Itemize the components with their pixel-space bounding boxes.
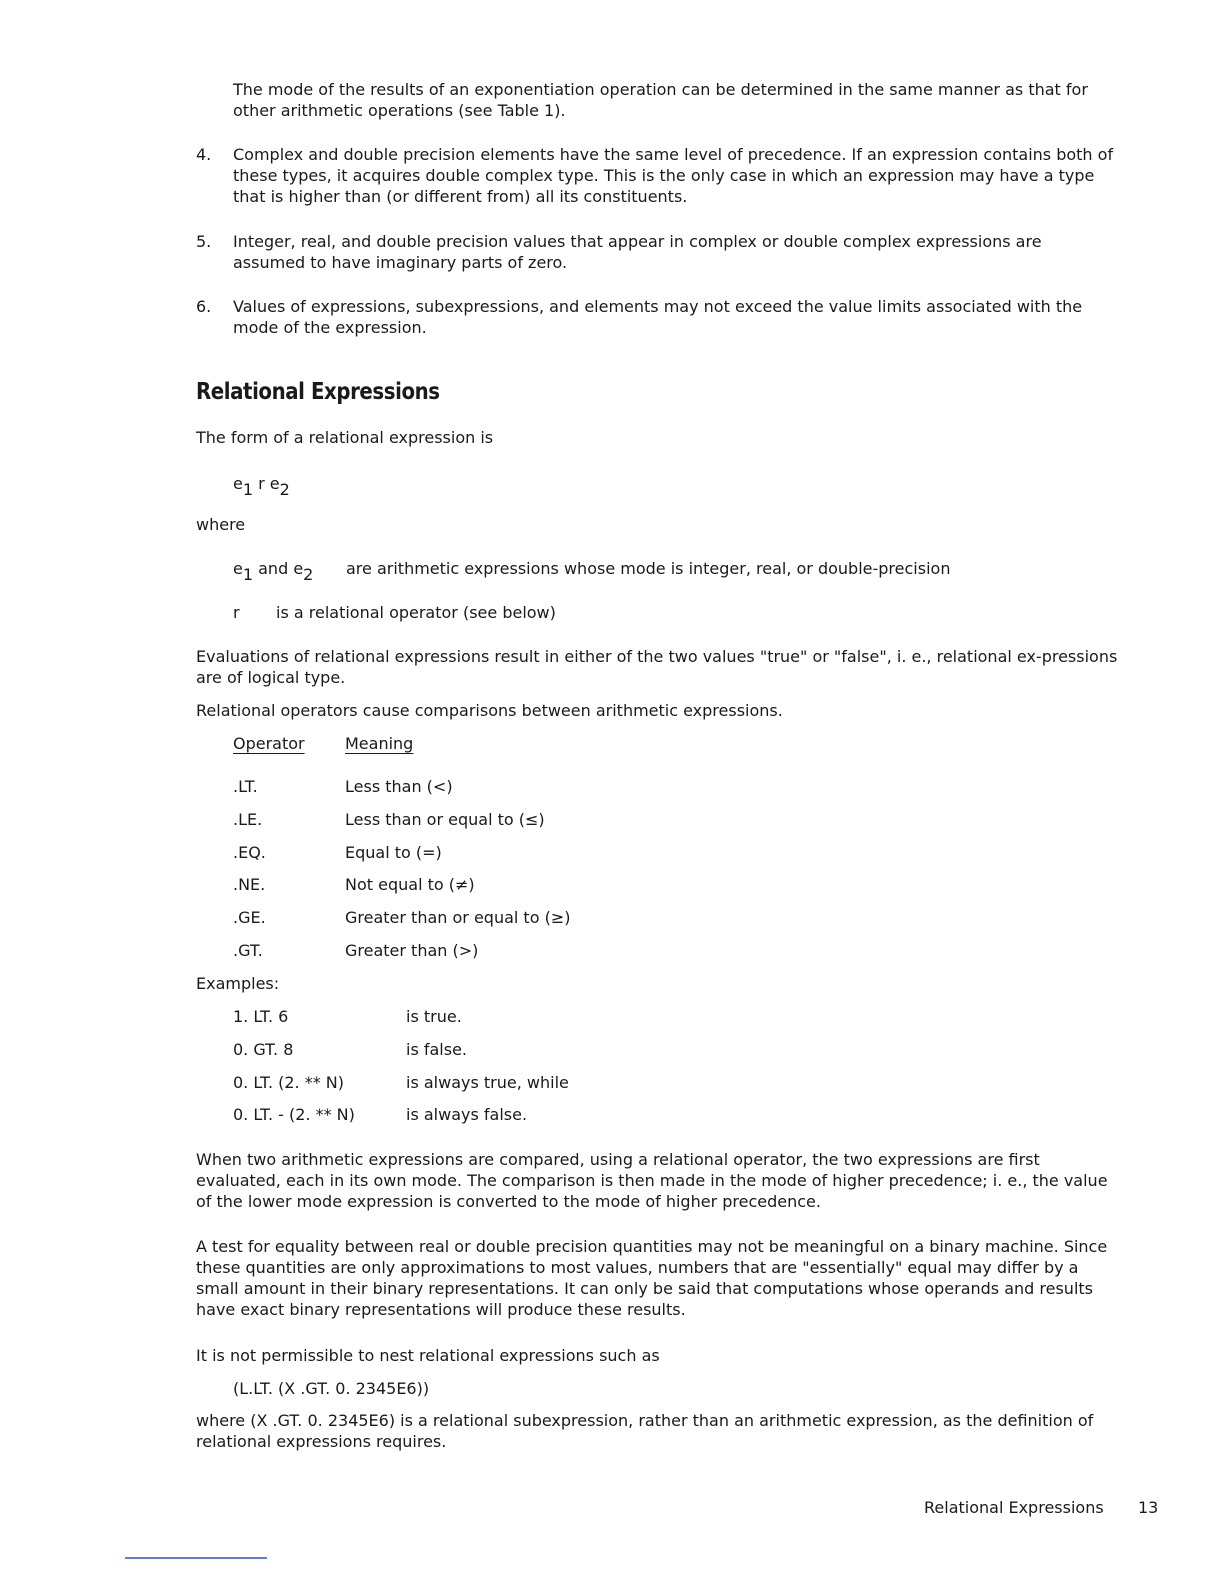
definition-text-e: are arithmetic expressions whose mode is integer, real, or double-precision xyxy=(346,559,951,578)
item-text: Values of expressions, subexpressions, and elements may not exceed the value limits associated with the mode of the expression. xyxy=(233,297,1083,337)
item-text: Integer, real, and double precision values that appear in complex or double complex expressions are assumed to have imaginary parts of zero. xyxy=(233,232,1042,272)
meaning-ne: Not equal to (≠) xyxy=(345,875,475,894)
where-paragraph: where (X .GT. 0. 2345E6) is a relational subexpression, rather than an arithmetic expression, as the definition of relational expressions requires. xyxy=(196,1411,1094,1451)
operator-column-header: Operator xyxy=(233,734,305,753)
bottom-rule xyxy=(125,1557,267,1559)
compare-paragraph: When two arithmetic expressions are compared, using a relational operator, the two expressions are first evaluated, each in its own mode. The comparison is then made in the mode of higher precedence; i. e., the value of the lower mode expression is converted to the mode of higher precedence. xyxy=(196,1150,1108,1211)
operator-ge: .GE. xyxy=(233,908,266,927)
example-result: is always false. xyxy=(406,1105,528,1124)
meaning-eq: Equal to (=) xyxy=(345,843,442,862)
example-expression: 0. LT. - (2. ** N) xyxy=(233,1105,355,1124)
section-heading: Relational Expressions xyxy=(196,379,440,405)
nest-example: (L.LT. (X .GT. 0. 2345E6)) xyxy=(233,1379,430,1398)
meaning-lt: Less than (<) xyxy=(345,777,453,796)
operator-le: .LE. xyxy=(233,810,263,829)
def-e2: e xyxy=(293,559,304,578)
evaluation-paragraph: Evaluations of relational expressions result in either of the two values "true" or "false", i. e., relational ex-pressions are of logical type. xyxy=(196,647,1118,687)
example-expression: 0. LT. (2. ** N) xyxy=(233,1073,344,1092)
example-result: is always true, while xyxy=(406,1073,569,1092)
form-intro: The form of a relational expression is xyxy=(196,428,494,447)
footer-title: Relational Expressions xyxy=(924,1498,1104,1517)
operator-ne: .NE. xyxy=(233,875,266,894)
def-sub-1: 1 xyxy=(242,565,254,584)
form-e1: e xyxy=(233,474,243,493)
item-number: 4. xyxy=(196,145,212,164)
meaning-ge: Greater than or equal to (≥) xyxy=(345,908,571,927)
def-e1: e xyxy=(233,559,243,578)
meaning-le: Less than or equal to (≤) xyxy=(345,810,545,829)
examples-label: Examples: xyxy=(196,974,280,993)
nest-paragraph: It is not permissible to nest relational expressions such as xyxy=(196,1346,660,1365)
meaning-gt: Greater than (>) xyxy=(345,941,479,960)
intro-paragraph: The mode of the results of an exponentiation operation can be determined in the same manner as that for other arithmetic operations (see Table 1). xyxy=(233,80,1088,120)
def-sub-2: 2 xyxy=(303,565,314,584)
definition-text-r: is a relational operator (see below) xyxy=(276,603,556,622)
example-result: is false. xyxy=(406,1040,468,1059)
form-e2: e xyxy=(269,474,280,493)
definition-term-r: r xyxy=(233,603,240,622)
relational-form xyxy=(233,473,290,499)
equality-paragraph: A test for equality between real or double precision quantities may not be meaningful on a binary machine. Since these quantities are only approximations to most values, numbers that are "essentially" equal may differ by a small amount in their binary representations. It can only be said that computations whose operands and results have exact binary representations will produce these results. xyxy=(196,1237,1108,1319)
example-expression: 0. GT. 8 xyxy=(233,1040,294,1059)
definition-term-e xyxy=(233,558,314,584)
example-result: is true. xyxy=(406,1007,462,1026)
form-sub-2: 2 xyxy=(279,480,290,499)
meaning-column-header: Meaning xyxy=(345,734,414,753)
operators-intro: Relational operators cause comparisons between arithmetic expressions. xyxy=(196,701,783,720)
page-number: 13 xyxy=(1138,1498,1159,1517)
item-number: 6. xyxy=(196,297,212,316)
form-operator: r xyxy=(258,474,265,493)
operator-eq: .EQ. xyxy=(233,843,266,862)
item-number: 5. xyxy=(196,232,212,251)
item-text: Complex and double precision elements have the same level of precedence. If an expression contains both of these types, it acquires double complex type. This is the only case in which an expression may have a type that is higher than (or different from) all its constituents. xyxy=(233,145,1114,206)
example-expression: 1. LT. 6 xyxy=(233,1007,289,1026)
where-label: where xyxy=(196,515,246,534)
form-sub-1: 1 xyxy=(242,480,254,499)
operator-lt: .LT. xyxy=(233,777,258,796)
operator-gt: .GT. xyxy=(233,941,263,960)
def-and: and xyxy=(258,559,289,578)
